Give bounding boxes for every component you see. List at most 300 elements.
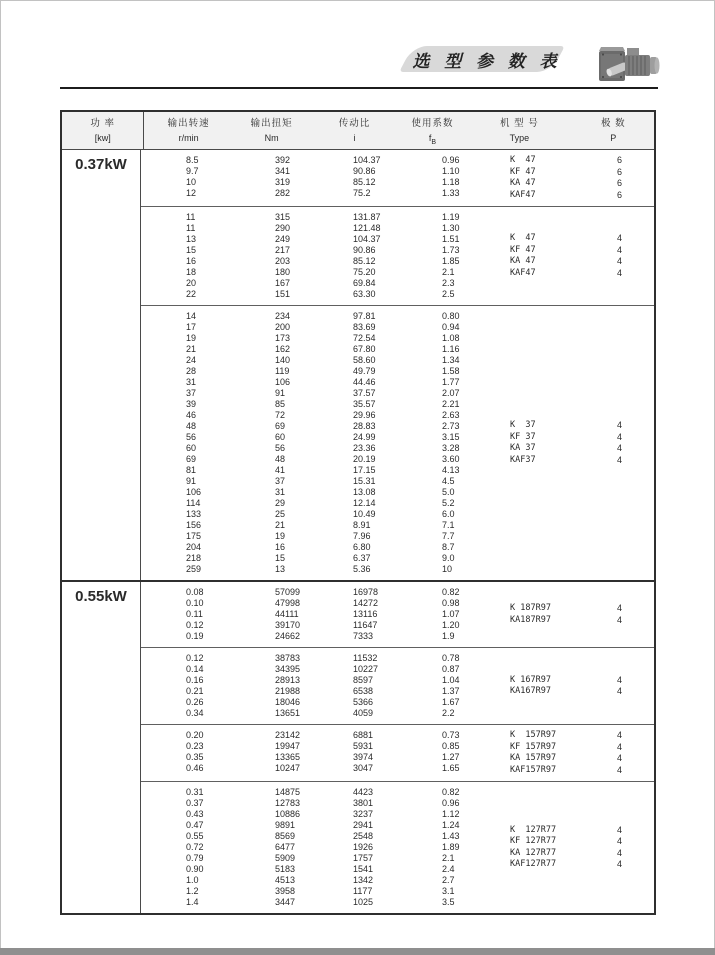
data-block	[141, 305, 654, 580]
block-rows	[141, 311, 465, 575]
type-row	[465, 233, 654, 245]
factor-cell: 0.82	[442, 787, 460, 797]
table-row	[141, 798, 465, 809]
poles-cell: 4	[617, 420, 623, 430]
torque-cell: 39170	[275, 620, 301, 630]
factor-cell: 7.1	[442, 520, 455, 530]
ratio-cell: 37.57	[353, 388, 376, 398]
factor-cell: 1.43	[442, 831, 460, 841]
page-title: 选 型 参 数 表	[412, 52, 562, 71]
header-speed: 输出转速 r/min	[167, 118, 210, 143]
power-label: 0.55kW	[62, 582, 141, 913]
factor-cell: 0.78	[442, 653, 460, 663]
speed-cell: 0.43	[186, 809, 204, 819]
block-rows	[141, 155, 465, 201]
table-row	[141, 234, 465, 245]
ratio-cell: 67.80	[353, 344, 376, 354]
table-row	[141, 664, 465, 675]
factor-cell: 1.73	[442, 245, 460, 255]
factor-cell: 1.85	[442, 256, 460, 266]
header-rule	[60, 87, 658, 89]
ratio-cell: 5366	[353, 697, 374, 707]
poles-cell: 4	[617, 443, 623, 453]
table-row	[141, 177, 465, 188]
ratio-cell: 28.83	[353, 421, 376, 431]
torque-cell: 151	[275, 289, 291, 299]
torque-cell: 44111	[275, 609, 299, 619]
torque-cell: 341	[275, 166, 291, 176]
factor-cell: 1.18	[442, 177, 460, 187]
block-rows	[141, 787, 465, 908]
ratio-cell: 23.36	[353, 443, 376, 453]
block-rows	[141, 587, 465, 642]
table-row	[141, 686, 465, 697]
factor-cell: 5.0	[442, 487, 455, 497]
table-row	[141, 498, 465, 509]
speed-cell: 16	[186, 256, 197, 266]
type-row	[465, 859, 654, 871]
factor-cell: 10	[442, 564, 453, 574]
ratio-cell: 1757	[353, 853, 374, 863]
table-row	[141, 587, 465, 598]
speed-cell: 175	[186, 531, 202, 541]
factor-cell: 7.7	[442, 531, 455, 541]
torque-cell: 4513	[275, 875, 296, 885]
power-section	[62, 150, 654, 580]
table-row	[141, 476, 465, 487]
speed-cell: 91	[186, 476, 197, 486]
table-row	[141, 267, 465, 278]
torque-cell: 69	[275, 421, 286, 431]
ratio-cell: 2941	[353, 820, 374, 830]
factor-cell: 1.33	[442, 188, 460, 198]
ratio-cell: 1926	[353, 842, 374, 852]
torque-cell: 180	[275, 267, 291, 277]
section-blocks	[141, 150, 654, 580]
gearmotor-image	[596, 40, 662, 90]
torque-cell: 119	[275, 366, 290, 376]
model-cell: K 167R97	[510, 674, 551, 685]
table-row	[141, 333, 465, 344]
table-row	[141, 355, 465, 366]
factor-cell: 2.1	[442, 853, 455, 863]
ratio-cell: 44.46	[353, 377, 376, 387]
model-cell: K 127R77	[510, 824, 557, 835]
type-row	[465, 615, 654, 627]
speed-cell: 106	[186, 487, 202, 497]
torque-cell: 72	[275, 410, 286, 420]
speed-cell: 13	[186, 234, 197, 244]
torque-cell: 13651	[275, 708, 301, 718]
torque-cell: 34395	[275, 664, 301, 674]
ratio-cell: 16978	[353, 587, 379, 597]
table-row	[141, 256, 465, 267]
model-cell: KF 157R97	[510, 741, 557, 752]
ratio-cell: 6881	[353, 730, 374, 740]
table-row	[141, 853, 465, 864]
poles-cell: 4	[617, 764, 623, 775]
speed-cell: 46	[186, 410, 197, 420]
speed-cell: 37	[186, 388, 197, 398]
model-cell: KAF47	[510, 267, 536, 278]
speed-cell: 0.35	[186, 752, 204, 762]
poles-cell: 6	[617, 178, 623, 188]
torque-cell: 28913	[275, 675, 301, 685]
block-rows	[141, 212, 465, 300]
torque-cell: 21	[275, 520, 286, 530]
torque-cell: 10886	[275, 809, 301, 819]
torque-cell: 234	[275, 311, 291, 321]
factor-cell: 3.60	[442, 454, 460, 464]
speed-cell: 14	[186, 311, 197, 321]
type-row	[465, 190, 654, 202]
speed-cell: 15	[186, 245, 197, 255]
torque-cell: 13	[275, 564, 286, 574]
factor-cell: 2.4	[442, 864, 455, 874]
poles-cell: 4	[617, 686, 623, 696]
model-cell: KF 127R77	[510, 836, 557, 846]
table-row	[141, 787, 465, 798]
ratio-cell: 63.30	[353, 289, 376, 299]
torque-cell: 85	[275, 399, 286, 409]
ratio-cell: 49.79	[353, 366, 376, 376]
speed-cell: 1.4	[186, 897, 199, 907]
ratio-cell: 15.31	[353, 476, 376, 486]
speed-cell: 11	[186, 223, 196, 233]
table-row	[141, 631, 465, 642]
ratio-cell: 11647	[353, 620, 378, 630]
factor-cell: 3.1	[442, 886, 455, 896]
torque-cell: 25	[275, 509, 286, 519]
speed-cell: 0.19	[186, 631, 204, 641]
speed-cell: 69	[186, 454, 197, 464]
poles-cell: 4	[617, 753, 623, 763]
speed-cell: 12	[186, 188, 197, 198]
poles-cell: 4	[617, 859, 623, 869]
footer-bar	[0, 948, 715, 955]
speed-cell: 19	[186, 333, 197, 343]
torque-cell: 6477	[275, 842, 296, 852]
factor-cell: 1.27	[442, 752, 460, 762]
torque-cell: 29	[275, 498, 286, 508]
torque-cell: 48	[275, 454, 286, 464]
factor-cell: 2.2	[442, 708, 455, 718]
table-row	[141, 520, 465, 531]
table-row	[141, 831, 465, 842]
speed-cell: 0.12	[186, 653, 204, 663]
table-row	[141, 322, 465, 333]
model-cell: K 47	[510, 233, 536, 243]
factor-cell: 0.82	[442, 587, 460, 597]
table-row	[141, 531, 465, 542]
speed-cell: 0.37	[186, 798, 204, 808]
factor-cell: 1.9	[442, 631, 455, 641]
factor-cell: 1.67	[442, 697, 460, 707]
poles-cell: 4	[617, 454, 623, 465]
power-section	[62, 580, 654, 913]
ratio-cell: 1541	[353, 864, 374, 874]
torque-cell: 5909	[275, 853, 296, 863]
torque-cell: 3958	[275, 886, 296, 896]
poles-cell: 6	[617, 155, 623, 165]
speed-cell: 204	[186, 542, 202, 552]
torque-cell: 21988	[275, 686, 301, 696]
table-row	[141, 245, 465, 256]
selection-table	[60, 110, 656, 915]
table-row	[141, 410, 465, 421]
factor-cell: 0.73	[442, 730, 460, 740]
data-block	[141, 781, 654, 913]
ratio-cell: 1177	[353, 886, 373, 896]
torque-cell: 282	[275, 188, 291, 198]
speed-cell: 156	[186, 520, 202, 530]
torque-cell: 290	[275, 223, 291, 233]
model-cell: KAF127R77	[510, 859, 557, 869]
header-service-factor: 使用系数 $f_B$	[411, 118, 454, 146]
speed-cell: 81	[186, 465, 197, 475]
factor-cell: 6.0	[442, 509, 455, 519]
table-row	[141, 388, 465, 399]
type-row	[465, 730, 654, 742]
factor-cell: 1.19	[442, 212, 460, 222]
type-row	[465, 675, 654, 687]
torque-cell: 24662	[275, 631, 301, 641]
speed-cell: 0.08	[186, 587, 204, 597]
speed-cell: 39	[186, 399, 197, 409]
poles-cell: 4	[617, 603, 623, 613]
ratio-cell: 7.96	[353, 531, 371, 541]
factor-cell: 1.65	[442, 763, 460, 773]
table-row	[141, 763, 465, 774]
table-row	[141, 752, 465, 763]
torque-cell: 60	[275, 432, 286, 442]
factor-cell: 2.21	[442, 399, 460, 409]
table-row	[141, 212, 465, 223]
type-row	[465, 455, 654, 467]
factor-cell: 1.34	[442, 355, 460, 365]
ratio-cell: 6.80	[353, 542, 371, 552]
speed-cell: 114	[186, 498, 201, 508]
torque-cell: 173	[275, 333, 291, 343]
type-row	[465, 155, 654, 167]
torque-cell: 31	[275, 487, 286, 497]
ratio-cell: 97.81	[353, 311, 376, 321]
type-row	[465, 825, 654, 837]
speed-cell: 48	[186, 421, 197, 431]
model-cell: KA187R97	[510, 614, 551, 625]
poles-cell: 6	[617, 166, 623, 177]
ratio-cell: 75.20	[353, 267, 376, 277]
factor-cell: 0.96	[442, 155, 460, 165]
data-block	[141, 150, 654, 206]
data-block	[141, 647, 654, 724]
speed-cell: 0.55	[186, 831, 204, 841]
factor-cell: 1.08	[442, 333, 460, 343]
table-row	[141, 509, 465, 520]
table-row	[141, 609, 465, 620]
type-row	[465, 753, 654, 765]
ratio-cell: 12.14	[353, 498, 376, 508]
poles-cell: 6	[617, 189, 623, 200]
model-cell: KA 47	[510, 178, 536, 188]
type-row	[465, 848, 654, 860]
ratio-cell: 20.19	[353, 454, 376, 464]
speed-cell: 20	[186, 278, 197, 288]
table-header	[62, 112, 654, 150]
poles-cell: 4	[617, 267, 623, 278]
table-row	[141, 675, 465, 686]
torque-cell: 8569	[275, 831, 296, 841]
table-row	[141, 564, 465, 575]
speed-cell: 21	[186, 344, 197, 354]
header-poles: 极 数 P	[600, 118, 626, 143]
speed-cell: 11	[186, 212, 196, 222]
factor-cell: 1.04	[442, 675, 460, 685]
factor-cell: 1.58	[442, 366, 460, 376]
ratio-cell: 104.37	[353, 234, 381, 244]
torque-cell: 3447	[275, 897, 296, 907]
factor-cell: 0.85	[442, 741, 460, 751]
data-block	[141, 724, 654, 781]
factor-cell: 2.07	[442, 388, 460, 398]
poles-cell: 4	[617, 244, 623, 255]
table-row	[141, 653, 465, 664]
ratio-cell: 29.96	[353, 410, 376, 420]
ratio-cell: 1025	[353, 897, 374, 907]
factor-cell: 2.7	[442, 875, 455, 885]
table-row	[141, 188, 465, 199]
ratio-cell: 75.2	[353, 188, 371, 198]
block-rows	[141, 653, 465, 719]
type-row	[465, 420, 654, 432]
model-cell: KF 47	[510, 244, 536, 255]
table-sections	[62, 150, 654, 913]
factor-cell: 2.73	[442, 421, 460, 431]
type-row	[465, 742, 654, 754]
table-row	[141, 465, 465, 476]
table-row	[141, 223, 465, 234]
type-row	[465, 765, 654, 777]
table-row	[141, 809, 465, 820]
factor-cell: 2.63	[442, 410, 460, 420]
ratio-cell: 121.48	[353, 223, 381, 233]
factor-cell: 4.13	[442, 465, 460, 475]
table-row	[141, 842, 465, 853]
ratio-cell: 10227	[353, 664, 379, 674]
speed-cell: 0.20	[186, 730, 204, 740]
torque-cell: 18046	[275, 697, 301, 707]
data-block	[141, 582, 654, 647]
torque-cell: 392	[275, 155, 291, 165]
model-cell: K 157R97	[510, 730, 557, 740]
factor-cell: 0.94	[442, 322, 460, 332]
header-power: 功 率 [kw]	[62, 112, 144, 149]
factor-cell: 2.1	[442, 267, 455, 277]
table-row	[141, 377, 465, 388]
model-cell: KAF47	[510, 189, 536, 200]
factor-cell: 1.12	[442, 809, 460, 819]
ratio-cell: 69.84	[353, 278, 376, 288]
ratio-cell: 7333	[353, 631, 374, 641]
ratio-cell: 104.37	[353, 155, 381, 165]
table-row	[141, 598, 465, 609]
torque-cell: 203	[275, 256, 291, 266]
factor-cell: 1.51	[442, 234, 460, 244]
factor-cell: 1.37	[442, 686, 460, 696]
type-column	[465, 730, 654, 776]
torque-cell: 56	[275, 443, 286, 453]
factor-cell: 1.89	[442, 842, 460, 852]
table-row	[141, 708, 465, 719]
ratio-cell: 85.12	[353, 256, 376, 266]
ratio-cell: 72.54	[353, 333, 376, 343]
table-row	[141, 432, 465, 443]
speed-cell: 22	[186, 289, 197, 299]
ratio-cell: 5.36	[353, 564, 371, 574]
speed-cell: 0.90	[186, 864, 204, 874]
header-ratio: 传动比 i	[338, 118, 371, 143]
type-column	[465, 653, 654, 719]
speed-cell: 0.47	[186, 820, 204, 830]
table-row	[141, 730, 465, 741]
factor-cell: 2.3	[442, 278, 455, 288]
torque-cell: 9891	[275, 820, 296, 830]
type-row	[465, 268, 654, 280]
speed-cell: 133	[186, 509, 202, 519]
speed-cell: 0.21	[186, 686, 204, 696]
ratio-cell: 6538	[353, 686, 374, 696]
table-row	[141, 443, 465, 454]
header-type: 机 型 号 Type	[500, 118, 539, 143]
poles-cell: 4	[617, 614, 623, 625]
torque-cell: 13365	[275, 752, 301, 762]
speed-cell: 56	[186, 432, 197, 442]
type-row	[465, 686, 654, 698]
speed-cell: 24	[186, 355, 197, 365]
ratio-cell: 90.86	[353, 166, 376, 176]
ratio-cell: 5931	[353, 741, 374, 751]
model-cell: KA 47	[510, 256, 536, 266]
type-column	[465, 311, 654, 575]
speed-cell: 0.79	[186, 853, 204, 863]
torque-cell: 140	[275, 355, 291, 365]
poles-cell: 4	[617, 824, 623, 835]
factor-cell: 1.16	[442, 344, 460, 354]
type-column	[465, 155, 654, 201]
type-row	[465, 167, 654, 179]
ratio-cell: 3801	[353, 798, 374, 808]
type-column	[465, 587, 654, 642]
ratio-cell: 85.12	[353, 177, 376, 187]
speed-cell: 1.2	[186, 886, 199, 896]
table-row	[141, 542, 465, 553]
ratio-cell: 90.86	[353, 245, 376, 255]
torque-cell: 319	[275, 177, 291, 187]
poles-cell: 4	[617, 233, 623, 243]
factor-cell: 1.30	[442, 223, 460, 233]
torque-cell: 162	[275, 344, 291, 354]
speed-cell: 0.72	[186, 842, 204, 852]
torque-cell: 217	[275, 245, 291, 255]
speed-cell: 8.5	[186, 155, 199, 165]
model-cell: KA167R97	[510, 686, 551, 696]
speed-cell: 60	[186, 443, 197, 453]
table-row	[141, 864, 465, 875]
speed-cell: 0.12	[186, 620, 204, 630]
torque-cell: 14875	[275, 787, 301, 797]
torque-cell: 167	[275, 278, 291, 288]
model-cell: KA 37	[510, 443, 536, 453]
